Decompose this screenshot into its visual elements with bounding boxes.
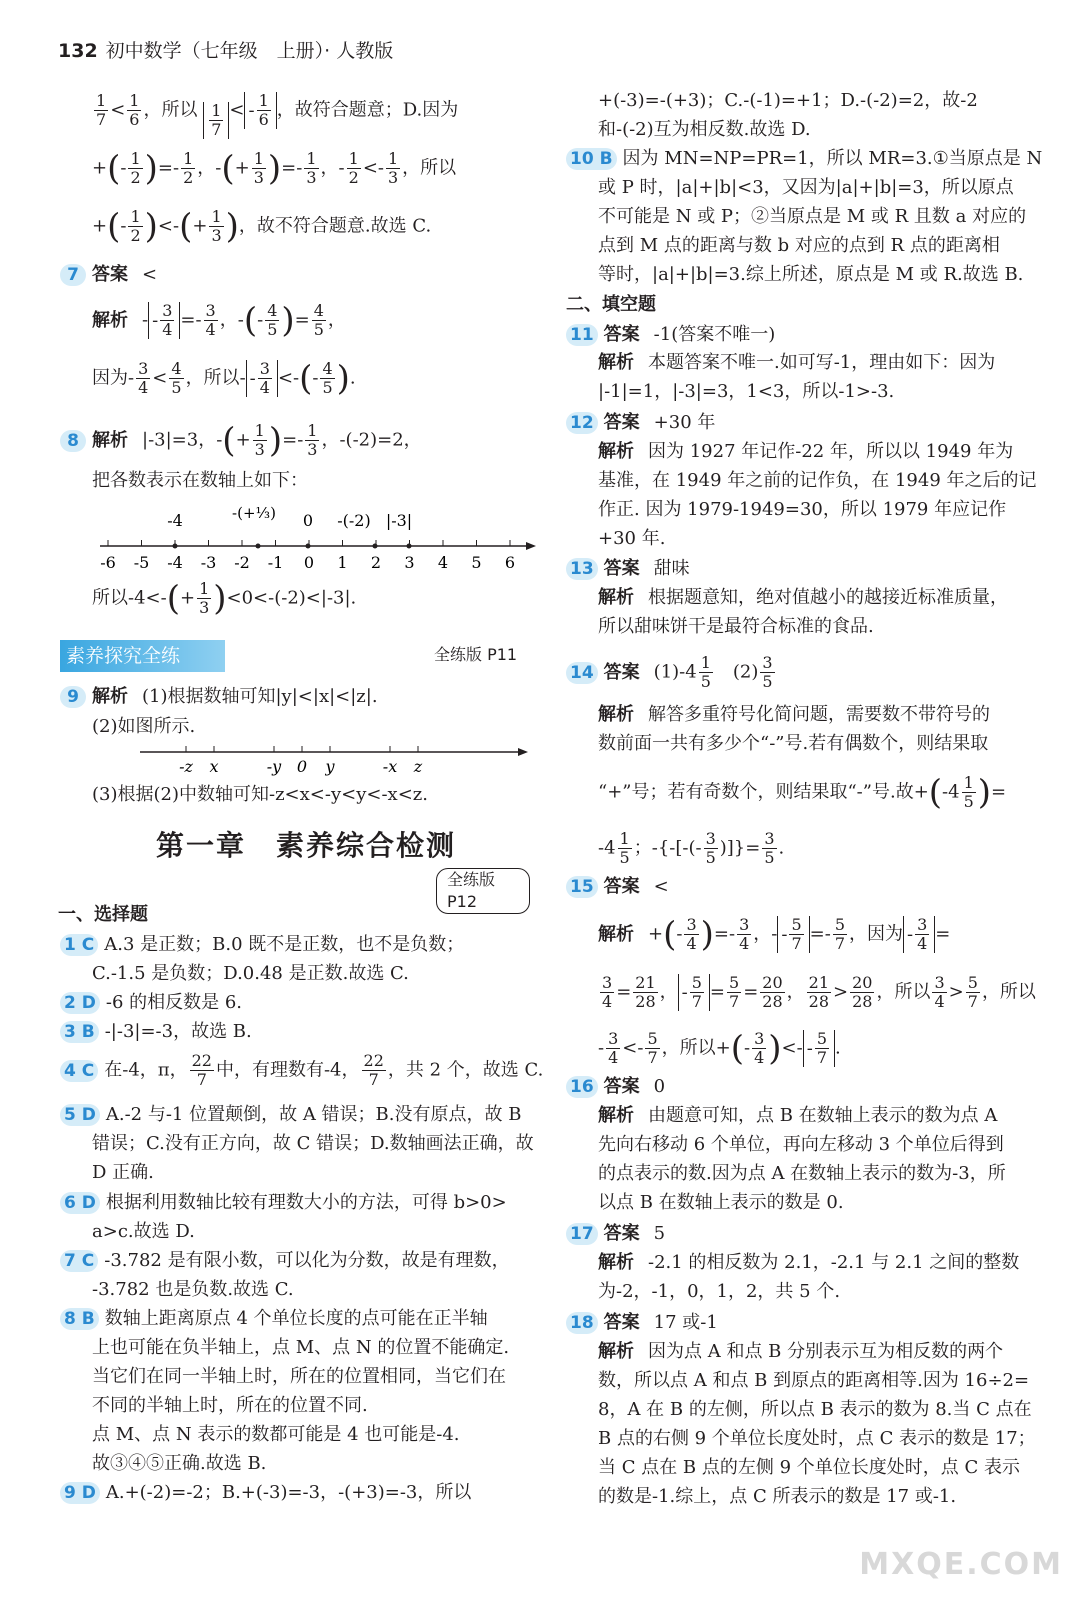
mc-8: 8 B 数轴上距离原点 4 个单位长度的点可能在正半轴 [60,1306,488,1332]
q12-l3: 作正. 因为 1979-1949=30，所以 1979 年应记作 [598,499,1007,520]
q9-line1: 9 解析 (1)根据数轴可知|y|<|x|<|z|. [60,684,378,710]
axis8-tick-label: -3 [200,553,217,572]
axis9-label: x [209,757,219,776]
axis8-tick-label: 3 [404,553,415,572]
q11-jx: 解析 本题答案不唯一.如可写-1，理由如下：因为 [598,352,996,373]
q17: 17 答案 5 [566,1221,665,1247]
line-1: $\frac{1}{7}$ < $\frac{1}{6}$ ，所以 $\frac{1}{7}$ < - $\frac{1}{6}$ ，故符合题意；D.因为 [96,91,459,139]
q13: 13 答案 甜味 [566,556,690,582]
axis8-point [173,544,178,549]
q11-l2: |-1|=1，|-3|=3，1<3，所以-1>-3. [598,381,895,402]
q18: 18 答案 17 或-1 [566,1310,718,1336]
axis8-tick-label: 1 [337,553,348,572]
q7-line2: 因为- $\frac{3}{4}$ < $\frac{4}{5}$ ，所以- - $\frac{3}{4}$ <-(- $\frac{4}{5}$ ). [92,358,356,399]
q18-l5: 当 C 点在 B 点的左侧 9 个单位长度处时，点 C 表示 [598,1457,1020,1478]
q12-l4: +30 年. [598,528,666,549]
q13-l2: 所以甜味饼干是最符合标准的食品. [598,616,874,637]
axis8-tick-label: 0 [303,553,315,572]
axis8-tick-label: 5 [471,553,482,572]
axis8-point [256,544,261,549]
q18-l6: 的数是-1.综上，点 C 所表示的数是 17 或-1. [598,1486,957,1507]
page-header [58,36,393,63]
q16-l2: 先向右移动 6 个单位，再向左移动 3 个单位后得到 [598,1134,1004,1155]
q14-l4: -4 $\frac{1}{5}$ ；-{-[-(- $\frac{3}{5}$ )]}= $\frac{3}{5}$ . [598,829,785,867]
chapter-ref: 全练版 P12 [436,868,530,914]
q9-line2: (2)如图所示. [92,716,196,737]
mc-3: 3 B -|-3|=-3，故选 B. [60,1019,252,1045]
mc-4: 4 C 在-4，π， $\frac{22}{7}$ 中，有理数有-4， $\frac{22}{7}$ ，共 2 个，故选 C. [60,1052,543,1089]
q12-l2: 基准，在 1949 年之前的记作负，在 1949 年之后的记 [598,470,1037,491]
book-title: 初中数学（七年级 上册）· 人教版 [105,40,394,62]
r-line2: 和-(-2)互为相反数.故选 D. [598,119,811,140]
q12-jx: 解析 因为 1927 年记作-22 年，所以以 1949 年为 [598,441,1014,462]
axis9-label: -x [382,757,398,776]
mc-8-l4: 不同的半轴上时，所在的位置不同. [92,1395,368,1416]
axis8-point [407,544,412,549]
axis8-label: -4 [167,511,183,530]
q7-answer: 7 答案 < [60,262,157,288]
q11: 11 答案 -1(答案不唯一) [566,322,775,348]
q15-l2: $\frac{3}{4}$ = $\frac{21}{28}$ ， - $\frac{5}{7}$ = $\frac{5}{7}$ = $\frac{20}{28}$ ， $\frac{21}{28}$ > $\frac{20}{28}$ ，所以 $\frac{3}{4}$ > $\frac{5}{7}$ ，所以 [602,973,1036,1011]
q17-l2: 为-2，-1，0，1，2，共 5 个. [598,1281,841,1302]
q16-l4: 以点 B 在数轴上表示的数是 0. [598,1192,844,1213]
q14-l2: 数前面一共有多少个“-”号.若有偶数个，则结果取 [598,733,989,754]
q15: 15 答案 < [566,874,669,900]
section-choice: 一、选择题 [58,904,148,925]
axis8-tick-label: 6 [504,553,516,572]
section-banner: 素养探究全练 [60,640,225,672]
q14-l3: “+”号；若有奇数个，则结果取“-”号.故+(-4 $\frac{1}{5}$ )= [598,772,1007,813]
axis8-tick-label: -4 [167,553,183,572]
mc-5: 5 D A.-2 与-1 位置颠倒，故 A 错误；B.没有原点，故 B [60,1102,521,1128]
q10: 10 B 因为 MN=NP=PR=1，所以 MR=3.①当原点是 N [566,146,1042,172]
q9-line3: (3)根据(2)中数轴可知-z<x<-y<y<-x<z. [92,784,428,805]
mc-5-l2: 错误；C.没有正方向，故 C 错误；D.数轴画法正确，故 [92,1133,534,1154]
q10-l3: 不可能是 N 或 P；②当原点是 M 或 R 且数 a 对应的 [598,206,1027,227]
mc-5-l3: D 正确. [92,1162,154,1183]
mc-8-l5: 点 M、点 N 表示的数都可能是 4 也可能是-4. [92,1424,460,1445]
mc-9: 9 D A.+(-2)=-2；B.+(-3)=-3，-(+3)=-3，所以 [60,1480,471,1506]
q10-l4: 点到 M 点的距离与数 b 对应的点到 R 点的距离相 [598,235,1000,256]
q16-l3: 的点表示的数.因为点 A 在数轴上表示的数为-3，所 [598,1163,1006,1184]
chapter-title: 第一章 素养综合检测 [156,829,457,862]
q10-l5: 等时，|a|+|b|=3.综上所述，原点是 M 或 R.故选 B. [598,264,1024,285]
mc-6-l2: a>c.故选 D. [92,1221,195,1242]
q18-l4: B 点的右侧 9 个单位长度处时，点 C 表示的数是 17； [598,1428,1036,1449]
axis9-label: y [325,757,335,776]
q8-conclusion: 所以-4<-(+ $\frac{1}{3}$ )<0<-(-2)<|-3|. [92,578,357,619]
q18-l2: 数，所以点 A 和点 B 到原点的距离相等.因为 16÷2= [598,1370,1030,1391]
q7-explanation: 解析 - - $\frac{3}{4}$ =- $\frac{3}{4}$ ，-(- $\frac{4}{5}$ )= $\frac{4}{5}$ ， [92,300,346,341]
r-line1: +(-3)=-(+3)；C.-(-1)=+1；D.-(-2)=2，故-2 [598,90,978,111]
mc-1-line2: C.-1.5 是负数；D.0.48 是正数.故选 C. [92,963,409,984]
q18-l3: 8，A 在 B 的左侧，所以点 B 表示的数为 8.当 C 点在 [598,1399,1032,1420]
svg-text:0: 0 [302,511,314,530]
axis8-tick-label: 4 [437,553,449,572]
axis8-tick-label: 2 [370,553,382,572]
q8-line1: 8 解析 |-3|=3，-(+ $\frac{1}{3}$ )=- $\frac{1}{3}$ ，-(-2)=2， [60,422,422,459]
mc-7: 7 C -3.782 是有限小数，可以化为分数，故是有理数， [60,1248,510,1274]
section-fill: 二、填空题 [566,294,656,315]
svg-text:-(-2): -(-2) [337,511,371,530]
axis9-label: z [413,757,423,776]
axis9-label: -y [266,757,282,776]
q7-number: 7 [60,264,86,286]
axis8-tick-label: -5 [133,553,150,572]
mc-8-l6: 故③④⑤正确.故选 B. [92,1453,267,1474]
axis8-tick-label: -2 [234,553,250,572]
axis8-tick-label: -6 [100,553,116,572]
watermark: MXQE.COM [859,1547,1063,1582]
line-3: +(- $\frac{1}{2}$ )<-(+ $\frac{1}{3}$ )，故不符合题意.故选 C. [92,206,432,247]
number-line-q8 [96,504,536,572]
mc-6: 6 D 根据利用数轴比较有理数大小的方法，可得 b>0> [60,1190,507,1216]
q15-jx: 解析 +(- $\frac{3}{4}$ )=- $\frac{3}{4}$ ，- - $\frac{5}{7}$ =- $\frac{5}{7}$ ，因为 - $\frac{3}{4}$ = [598,914,951,955]
q16: 16 答案 0 [566,1074,665,1100]
svg-text:|-3|: |-3| [385,511,413,530]
q18-jx: 解析 因为点 A 和点 B 分别表示互为相反数的两个 [598,1341,1004,1362]
svg-text:-(+⅓): -(+⅓) [232,504,276,522]
q8-line2: 把各数表示在数轴上如下： [92,470,308,491]
mc-1: 1 C A.3 是正数；B.0 既不是正数，也不是负数； [60,932,464,958]
mc-2: 2 D -6 的相反数是 6. [60,990,242,1016]
q14: 14 答案 (1)-4 $\frac{1}{5}$ (2) $\frac{3}{5}$ [566,654,777,691]
line-2: +(- $\frac{1}{2}$ )=- $\frac{1}{2}$ ，-(+ $\frac{1}{3}$ )=- $\frac{1}{3}$ ，- $\frac{1}{2}$ <- $\frac{1}{3}$ ，所以 [92,148,457,189]
axis9-label: 0 [296,757,308,776]
banner-ref: 全练版 P11 [434,645,518,664]
axis8-tick-label: -1 [267,553,284,572]
q15-l3: - $\frac{3}{4}$ <- $\frac{5}{7}$ ，所以+(- $\frac{3}{4}$ )<- - $\frac{5}{7}$ . [598,1028,841,1069]
q10-l2: 或 P 时，|a|+|b|<3，又因为|a|+|b|=3，所以原点 [598,177,1014,198]
q13-jx: 解析 根据题意知，绝对值越小的越接近标准质量， [598,587,1008,608]
axis9-label: -z [179,757,193,776]
q12: 12 答案 +30 年 [566,410,715,436]
axis8-point [306,544,311,549]
page-number: 132 [58,40,98,62]
mc-8-l3: 当它们在同一半轴上时，所在的位置相同，当它们在 [92,1366,506,1387]
mc-7-l2: -3.782 也是负数.故选 C. [92,1279,294,1300]
q14-jx: 解析 解答多重符号化简问题，需要数不带符号的 [598,704,990,725]
mc-8-l2: 上也可能在负半轴上，点 M、点 N 的位置不能确定. [92,1337,510,1358]
number-line-q9 [138,740,538,780]
q17-jx: 解析 -2.1 的相反数为 2.1，-2.1 与 2.1 之间的整数 [598,1252,1020,1273]
axis8-point [373,544,378,549]
q16-jx: 解析 由题意可知，点 B 在数轴上表示的数为点 A [598,1105,998,1126]
